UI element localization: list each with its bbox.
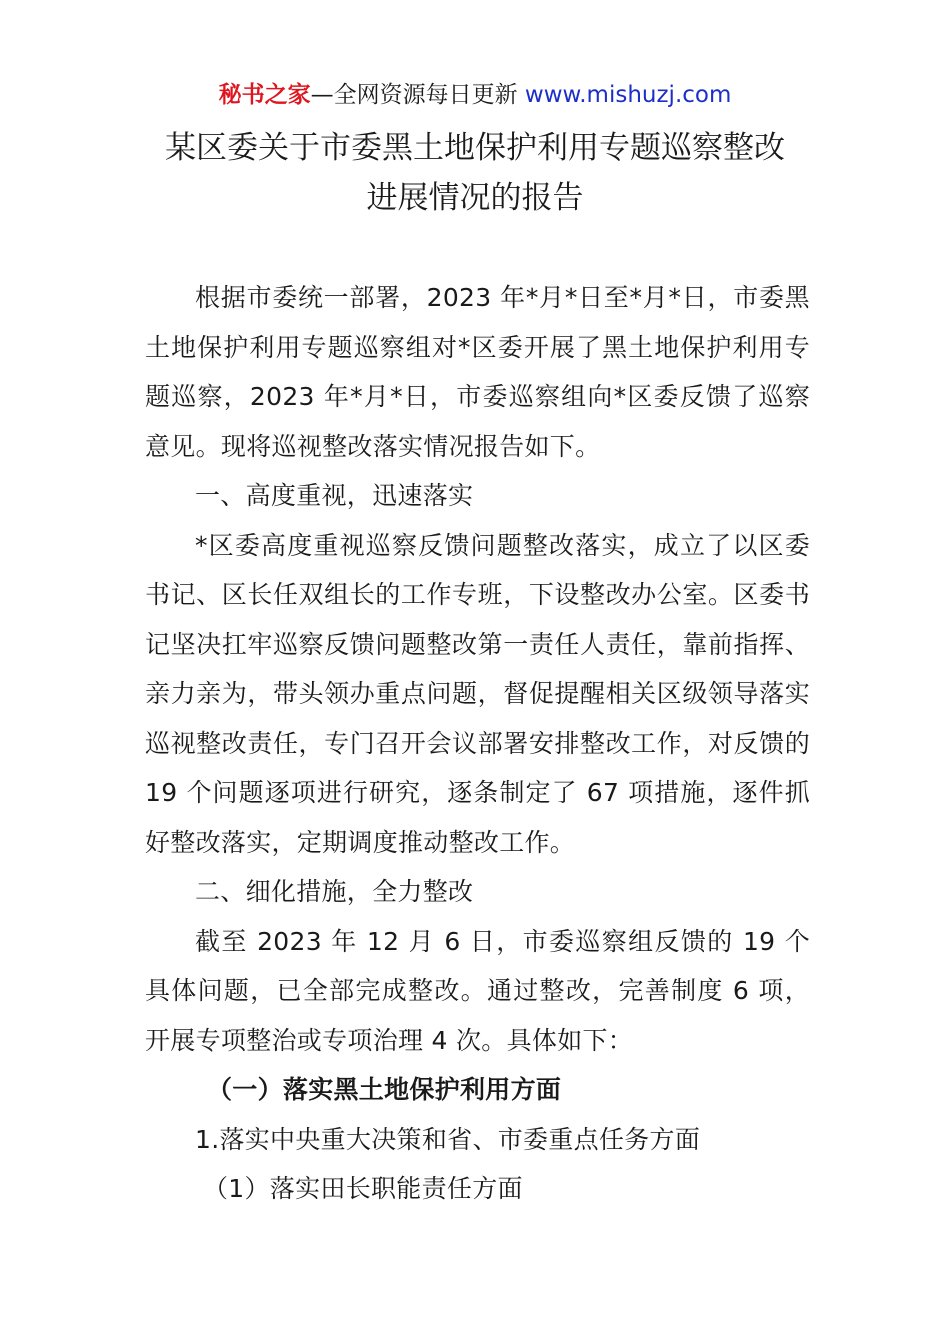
subsection-heading-1: （一）落实黑土地保护利用方面 [207,1075,562,1104]
document-title-line-2: 进展情况的报告 [366,180,584,216]
section-1-paragraph: *区委高度重视巡察反馈问题整改落实，成立了以区委书记、区长任双组长的工作专班，下设整改办公室。区委书记坚决扛牢巡察反馈问题整改第一责任人责任，靠前指挥、亲力亲为，带头领办重点问题，督促提醒相关区级领导落实巡视整改责任，专门召开会议部署安排整改工作，对反馈的 19 个问题逐项进行研究，逐条制定了 67 项措施，逐件抓好整改落实，定期调度推动整改工作。 [145,530,810,857]
site-banner [0,78,950,112]
section-2-paragraph: 截至 2023 年 12 月 6 日，市委巡察组反馈的 19 个具体问题，已全部完成整改。通过整改，完善制度 6 项，开展专项整治或专项治理 4 次。具体如下： [145,926,810,1055]
document-body [145,273,810,1214]
sub-item-heading-1: （1）落实田长职能责任方面 [203,1174,523,1203]
section-heading-1: 一、高度重视，迅速落实 [195,481,474,510]
site-url-link[interactable]: www.mishuzj.com [524,82,732,108]
banner-tagline: —全网资源每日更新 [310,82,518,108]
item-heading-1: 1.落实中央重大决策和省、市委重点任务方面 [195,1124,701,1154]
intro-paragraph: 根据市委统一部署，2023 年*月*日至*月*日，市委黑土地保护利用专题巡察组对*区委开展了黑土地保护利用专题巡察，2023 年*月*日，市委巡察组向*区委反馈了巡察意见。现将巡视整改落实情况报告如下。 [145,283,810,461]
brand-name: 秘书之家 [218,82,311,108]
document-title-line-1: 某区委关于市委黑土地保护利用专题巡察整改 [165,130,785,166]
section-heading-2: 二、细化措施，全力整改 [195,877,474,906]
